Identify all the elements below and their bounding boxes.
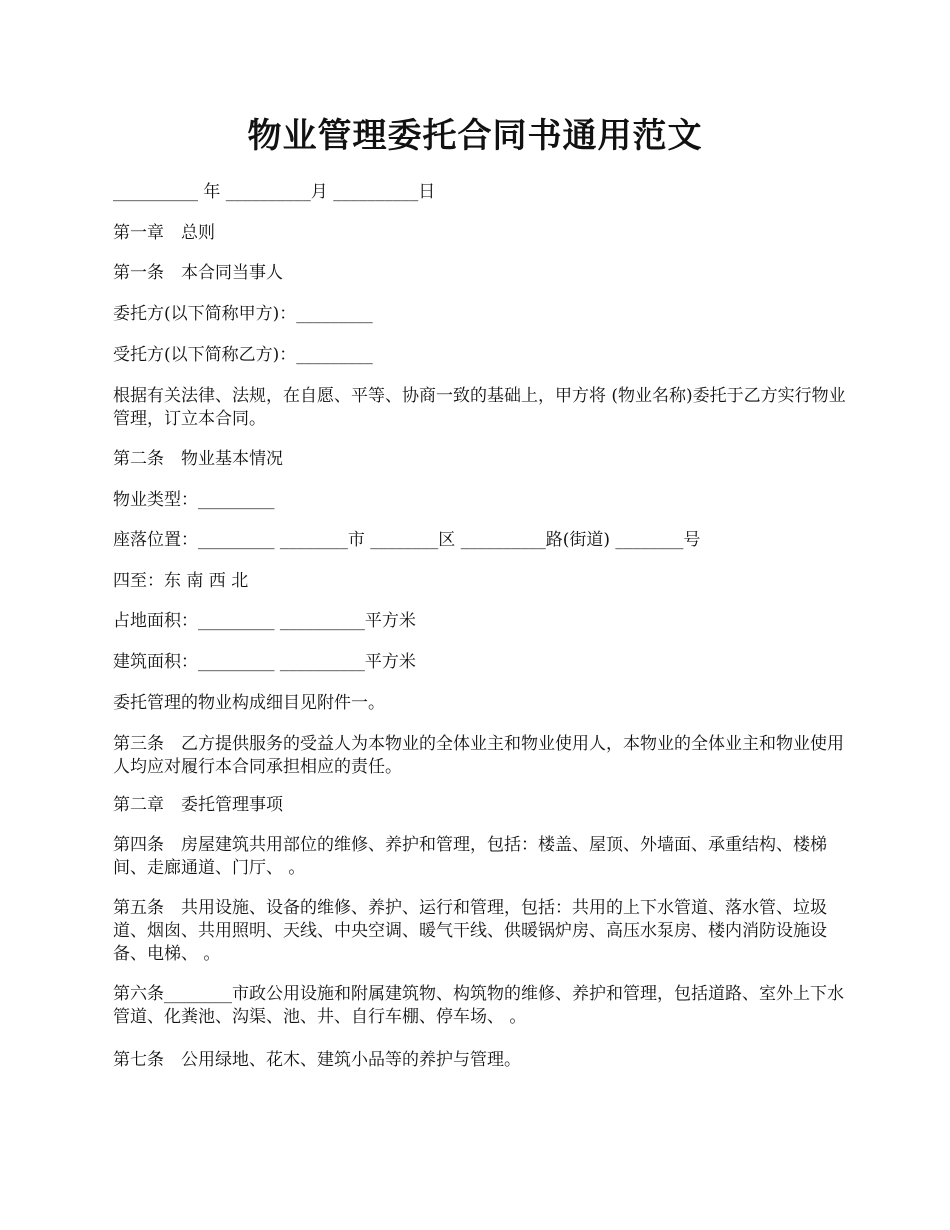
- chapter-heading: 第一章 总则: [113, 223, 215, 243]
- date-line: __________ 年 __________月 __________日: [113, 182, 436, 202]
- appendix-note: 委托管理的物业构成细目见附件一。: [113, 693, 385, 713]
- party-a-line: 委托方(以下简称甲方)：_________: [113, 304, 373, 324]
- location-line: 座落位置：_________ ________市 ________区 __________路(街道) ________号: [113, 530, 701, 550]
- party-b-line: 受托方(以下简称乙方)：_________: [113, 345, 373, 365]
- article-heading: 第一条 本合同当事人: [113, 263, 283, 283]
- article-paragraph: 第六条________市政公用设施和附属建筑物、构筑物的维修、养护和管理，包括道路、室外上下水管道、化粪池、沟渠、池、井、自行车棚、停车场、 。: [113, 984, 844, 1027]
- article-paragraph: 第七条 公用绿地、花木、建筑小品等的养护与管理。: [113, 1050, 521, 1070]
- article-paragraph: 第五条 共用设施、设备的维修、养护、运行和管理，包括：共用的上下水管道、落水管、垃圾道、烟囱、共用照明、天线、中央空调、暖气干线、供暖锅炉房、高压水泵房、楼内消防设施设备、电梯、 。: [113, 898, 827, 964]
- chapter-heading: 第二章 委托管理事项: [113, 795, 283, 815]
- land-area-line: 占地面积：_________ __________平方米: [113, 611, 416, 631]
- document-title: 物业管理委托合同书通用范文: [247, 116, 703, 156]
- article-paragraph: 第三条 乙方提供服务的受益人为本物业的全体业主和物业使用人，本物业的全体业主和物业使用人均应对履行本合同承担相应的责任。: [113, 734, 844, 777]
- boundaries-line: 四至：东 南 西 北: [113, 571, 249, 591]
- property-type-line: 物业类型：_________: [113, 490, 275, 510]
- preamble-paragraph: 根据有关法律、法规，在自愿、平等、协商一致的基础上，甲方将 (物业名称)委托于乙方实行物业管理，订立本合同。: [113, 386, 846, 429]
- building-area-line: 建筑面积：_________ __________平方米: [113, 652, 416, 672]
- article-heading: 第二条 物业基本情况: [113, 449, 283, 469]
- article-paragraph: 第四条 房屋建筑共用部位的维修、养护和管理，包括：楼盖、屋顶、外墙面、承重结构、楼梯间、走廊通道、门厅、 。: [113, 835, 827, 878]
